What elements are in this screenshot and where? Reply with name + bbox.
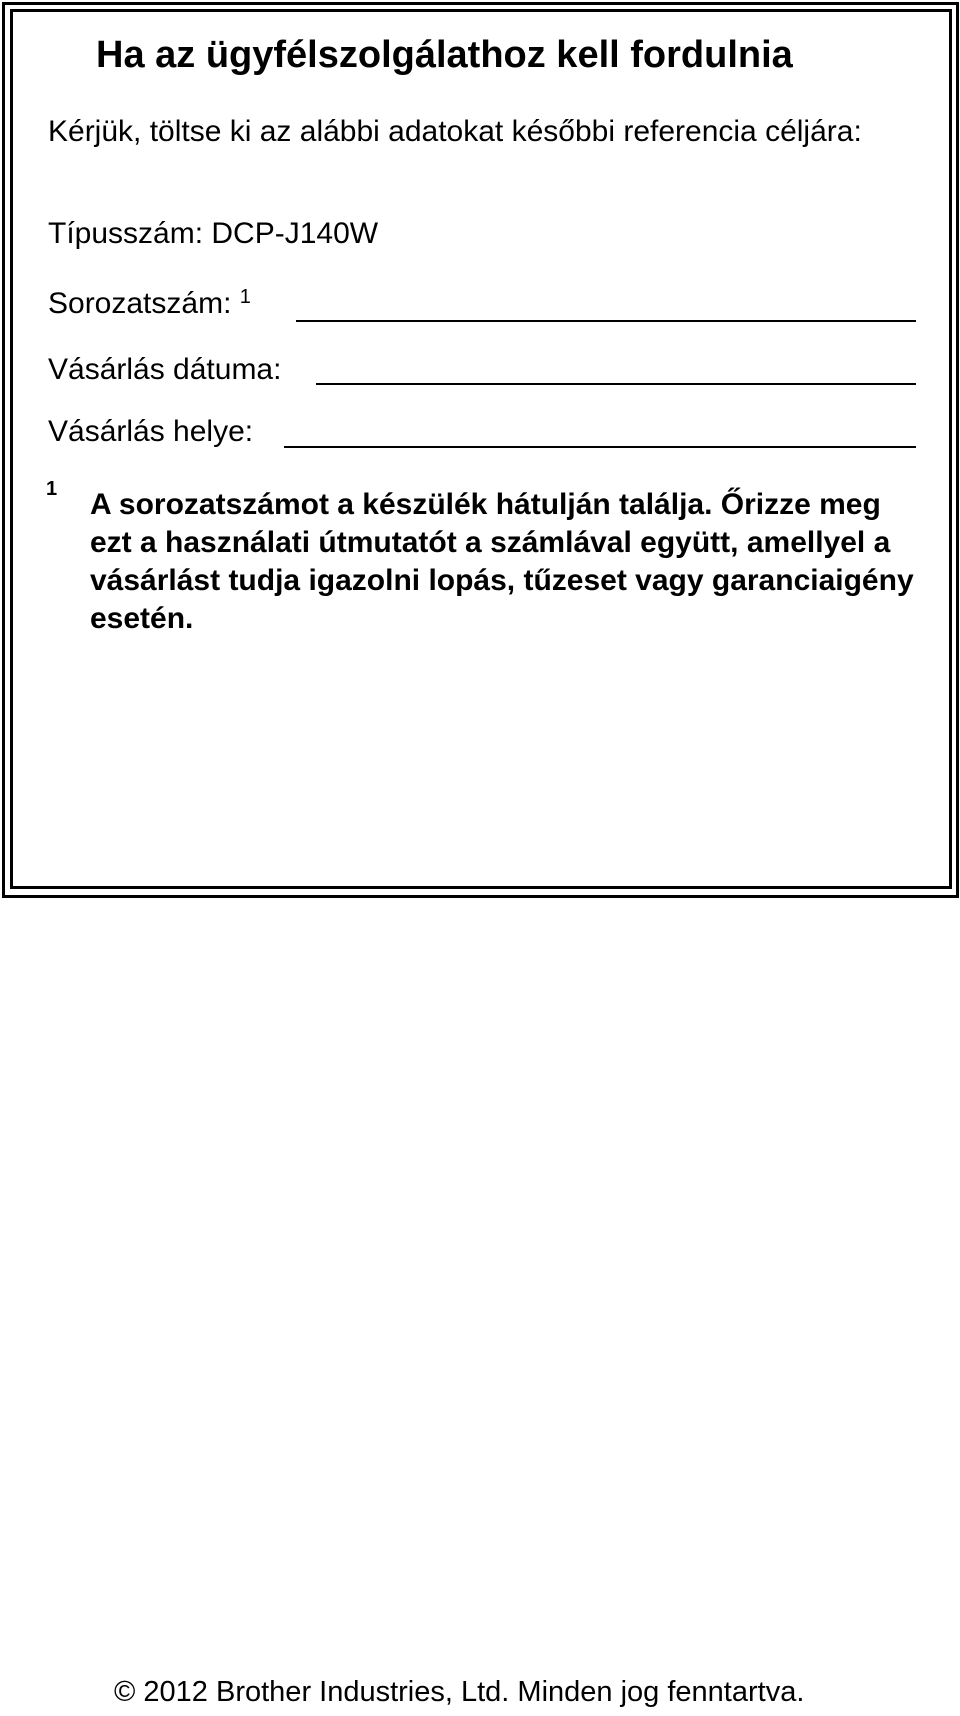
model-line — [48, 214, 378, 254]
purchase-date-label: Vásárlás dátuma: — [48, 353, 282, 386]
purchase-place-blank-line[interactable] — [284, 446, 916, 448]
intro-text: Kérjük, töltse ki az alábbi adatokat későbbi referencia céljára: — [48, 115, 862, 148]
purchase-place-label: Vásárlás helye: — [48, 415, 254, 448]
purchase-place-line — [48, 412, 253, 452]
purchase-date-line — [48, 350, 281, 390]
footnote-text: A sorozatszámot a készülék hátulján találja. Őrizze meg ezt a használati útmutatót a számlával együtt, amellyel a vásárlást tudja igazolni lopás, tűzeset vagy garanciaigény esetén. — [90, 488, 914, 635]
serial-label: Sorozatszám: — [48, 287, 232, 320]
purchase-date-blank-line[interactable] — [316, 383, 916, 385]
copyright-notice: © 2012 Brother Industries, Ltd. Minden jog fenntartva. — [114, 1676, 805, 1708]
model-label: Típusszám: — [48, 217, 204, 250]
serial-line — [48, 284, 251, 327]
serial-footnote-ref: 1 — [239, 286, 251, 308]
footnote-marker: 1 — [46, 478, 58, 500]
page-title: Ha az ügyfélszolgálathoz kell fordulnia — [96, 34, 793, 76]
serial-blank-line[interactable] — [296, 320, 916, 322]
model-value: DCP-J140W — [211, 217, 379, 250]
